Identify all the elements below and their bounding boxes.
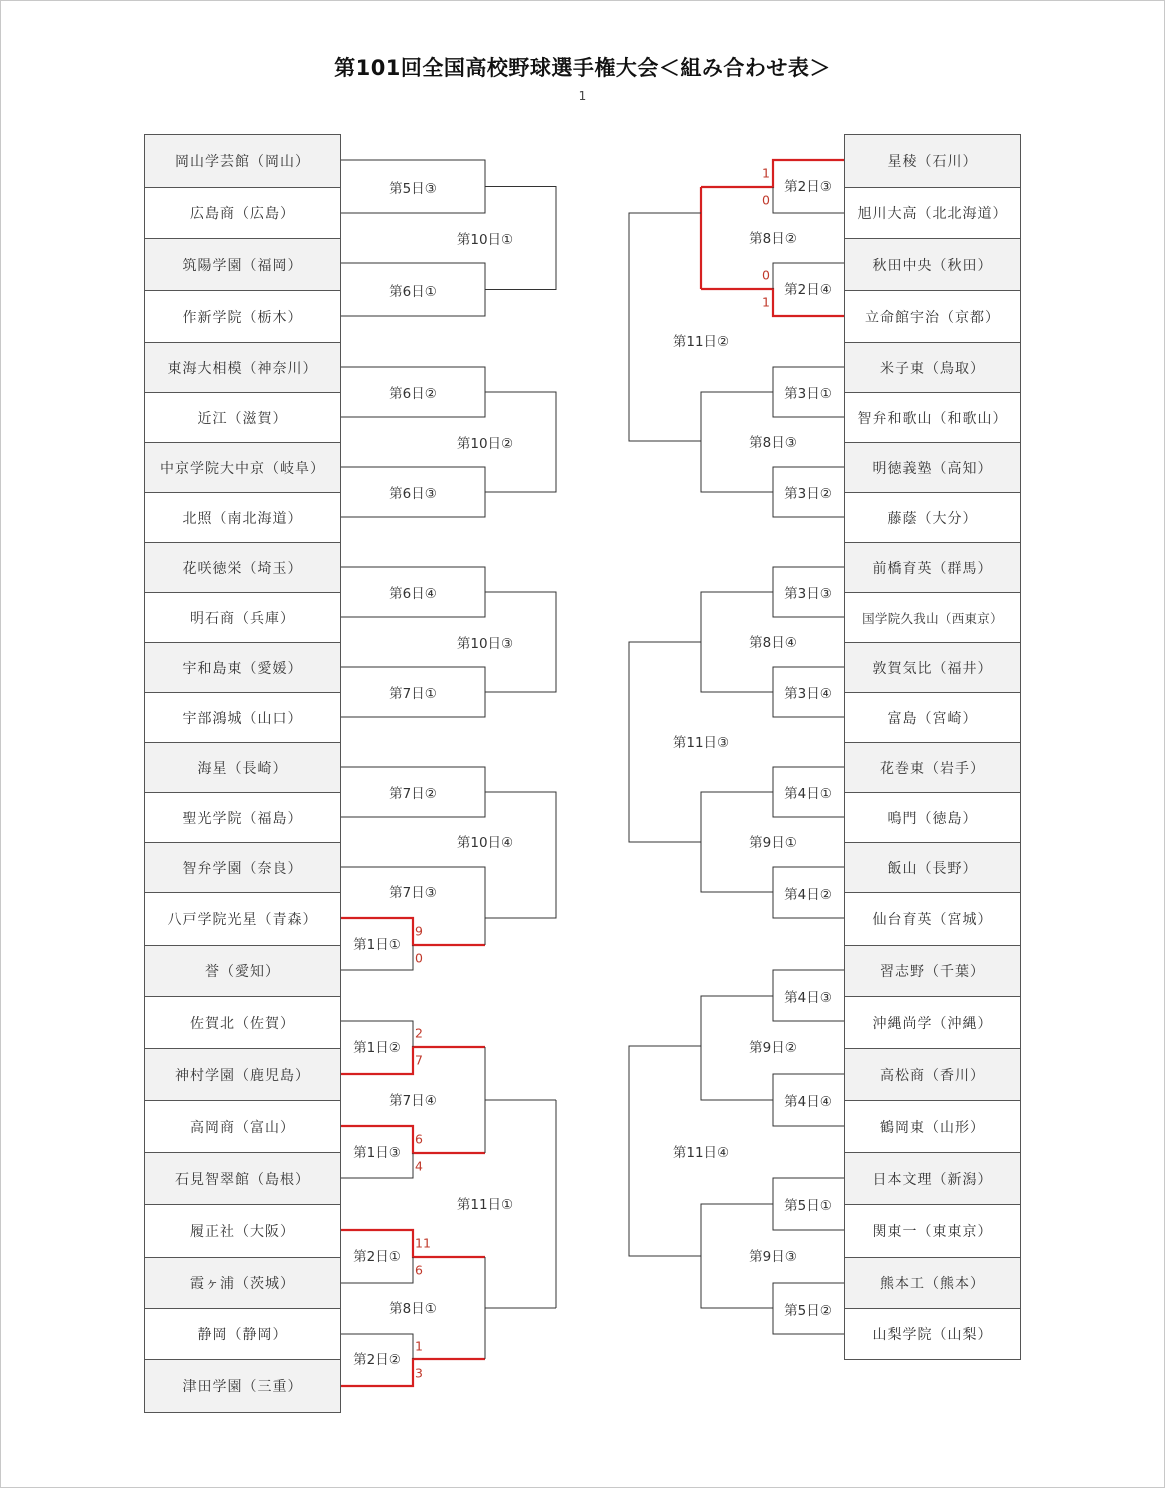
game-label: 第2日④ (784, 282, 832, 298)
score-label: 6 (415, 1131, 423, 1147)
left-team-table (144, 134, 341, 1412)
right-team-cell: 鳴門（徳島） (844, 792, 1021, 843)
right-team-cell: 熊本工（熊本） (844, 1257, 1021, 1309)
game-label: 第11日① (456, 1197, 514, 1213)
left-team-cell: 八戸学院光星（青森） (144, 892, 341, 946)
score-label: 6 (415, 1262, 423, 1278)
game-label: 第8日③ (749, 435, 797, 451)
left-team-cell: 石見智翠館（島根） (144, 1152, 341, 1205)
game-label: 第1日② (353, 1040, 401, 1056)
right-team-cell: 日本文理（新潟） (844, 1152, 1021, 1205)
left-team-cell: 誉（愛知） (144, 945, 341, 997)
left-team-cell: 宇和島東（愛媛） (144, 642, 341, 693)
right-team-cell: 習志野（千葉） (844, 945, 1021, 997)
score-label: 2 (415, 1025, 423, 1041)
left-team-cell: 東海大相模（神奈川） (144, 342, 341, 393)
score-label: 11 (415, 1235, 431, 1251)
game-label: 第5日① (784, 1198, 832, 1214)
game-label: 第9日② (749, 1040, 797, 1056)
game-label: 第6日③ (389, 486, 437, 502)
game-label: 第3日④ (784, 686, 832, 702)
left-team-cell: 履正社（大阪） (144, 1204, 341, 1258)
game-label: 第2日② (353, 1352, 401, 1368)
game-label: 第8日② (749, 231, 797, 247)
left-team-cell: 霞ヶ浦（茨城） (144, 1257, 341, 1309)
left-team-cell: 明石商（兵庫） (144, 592, 341, 643)
game-label: 第5日② (784, 1302, 832, 1319)
game-label: 第10日① (456, 232, 514, 248)
right-team-cell: 花巻東（岩手） (844, 742, 1021, 793)
game-label: 第6日② (389, 386, 437, 402)
game-label: 第10日② (456, 436, 514, 452)
game-label: 第11日③ (672, 735, 730, 751)
game-label: 第3日② (784, 486, 832, 502)
left-team-cell: 宇部鴻城（山口） (144, 692, 341, 743)
game-label: 第11日② (672, 334, 730, 350)
right-team-table (844, 134, 1021, 1359)
game-label: 第4日④ (784, 1094, 832, 1110)
left-team-cell: 神村学園（鹿児島） (144, 1048, 341, 1101)
right-team-cell: 富島（宮崎） (844, 692, 1021, 743)
right-team-cell: 明徳義塾（高知） (844, 442, 1021, 493)
score-label: 0 (762, 192, 770, 208)
score-label: 7 (415, 1052, 423, 1068)
game-label: 第9日③ (749, 1249, 797, 1265)
game-label: 第7日② (389, 786, 437, 802)
game-label: 第7日① (389, 686, 437, 702)
game-label: 第2日① (353, 1249, 401, 1265)
left-team-cell: 岡山学芸館（岡山） (144, 134, 341, 188)
game-label: 第3日③ (784, 586, 832, 602)
score-label: 0 (762, 267, 770, 283)
right-team-cell: 智弁和歌山（和歌山） (844, 392, 1021, 443)
right-team-cell: 米子東（鳥取） (844, 342, 1021, 393)
game-label: 第4日③ (784, 989, 832, 1006)
right-team-cell: 高松商（香川） (844, 1048, 1021, 1101)
left-team-cell: 花咲徳栄（埼玉） (144, 542, 341, 593)
score-label: 9 (415, 923, 423, 939)
left-team-cell: 海星（長崎） (144, 742, 341, 793)
left-team-cell: 高岡商（富山） (144, 1100, 341, 1153)
left-team-cell: 筑陽学園（福岡） (144, 238, 341, 291)
game-label: 第4日① (784, 786, 832, 802)
left-team-cell: 作新学院（栃木） (144, 290, 341, 343)
game-label: 第11日④ (672, 1145, 730, 1161)
game-label: 第9日① (749, 835, 797, 851)
game-label: 第6日④ (389, 586, 437, 602)
left-team-cell: 静岡（静岡） (144, 1308, 341, 1360)
game-label: 第6日① (389, 283, 437, 300)
game-label: 第2日③ (784, 179, 832, 195)
right-team-cell: 沖縄尚学（沖縄） (844, 996, 1021, 1049)
left-team-cell: 広島商（広島） (144, 187, 341, 239)
game-label: 第3日① (784, 386, 832, 402)
right-team-cell: 仙台育英（宮城） (844, 892, 1021, 946)
game-label: 第7日③ (389, 885, 437, 901)
game-label: 第8日④ (749, 635, 797, 651)
game-label: 第4日② (784, 886, 832, 903)
score-label: 3 (415, 1365, 423, 1381)
game-label: 第1日③ (353, 1145, 401, 1161)
right-team-cell: 敦賀気比（福井） (844, 642, 1021, 693)
score-label: 4 (415, 1158, 423, 1174)
right-team-cell: 国学院久我山（西東京） (844, 592, 1021, 643)
right-team-cell: 立命館宇治（京都） (844, 290, 1021, 343)
game-label: 第5日③ (389, 180, 437, 197)
bracket-line (485, 792, 556, 918)
page-title: 第101回全国高校野球選手権大会＜組み合わせ表＞ (334, 56, 831, 80)
score-label: 1 (762, 294, 770, 310)
bracket-line (629, 213, 701, 441)
right-team-cell: 藤蔭（大分） (844, 492, 1021, 543)
left-team-cell: 津田学園（三重） (144, 1359, 341, 1413)
score-label: 0 (415, 950, 423, 966)
left-team-cell: 北照（南北海道） (144, 492, 341, 543)
game-label: 第8日① (389, 1301, 437, 1317)
left-team-cell: 佐賀北（佐賀） (144, 996, 341, 1049)
left-team-cell: 聖光学院（福島） (144, 792, 341, 843)
right-team-cell: 旭川大高（北北海道） (844, 187, 1021, 239)
left-team-cell: 智弁学園（奈良） (144, 842, 341, 893)
score-label: 1 (415, 1338, 423, 1354)
game-label: 第10日④ (456, 835, 514, 851)
right-team-cell: 関東一（東東京） (844, 1204, 1021, 1258)
right-team-cell: 秋田中央（秋田） (844, 238, 1021, 291)
right-team-cell: 飯山（長野） (844, 842, 1021, 893)
right-team-cell: 山梨学院（山梨） (844, 1308, 1021, 1360)
game-label: 第7日④ (389, 1093, 437, 1109)
right-team-cell: 前橋育英（群馬） (844, 542, 1021, 593)
right-team-cell: 鶴岡東（山形） (844, 1100, 1021, 1153)
left-team-cell: 近江（滋賀） (144, 392, 341, 443)
right-team-cell: 星稜（石川） (844, 134, 1021, 188)
game-label: 第1日① (353, 937, 401, 953)
score-label: 1 (762, 165, 770, 181)
page-number: 1 (578, 89, 587, 103)
left-team-cell: 中京学院大中京（岐阜） (144, 442, 341, 493)
game-label: 第10日③ (456, 636, 514, 652)
